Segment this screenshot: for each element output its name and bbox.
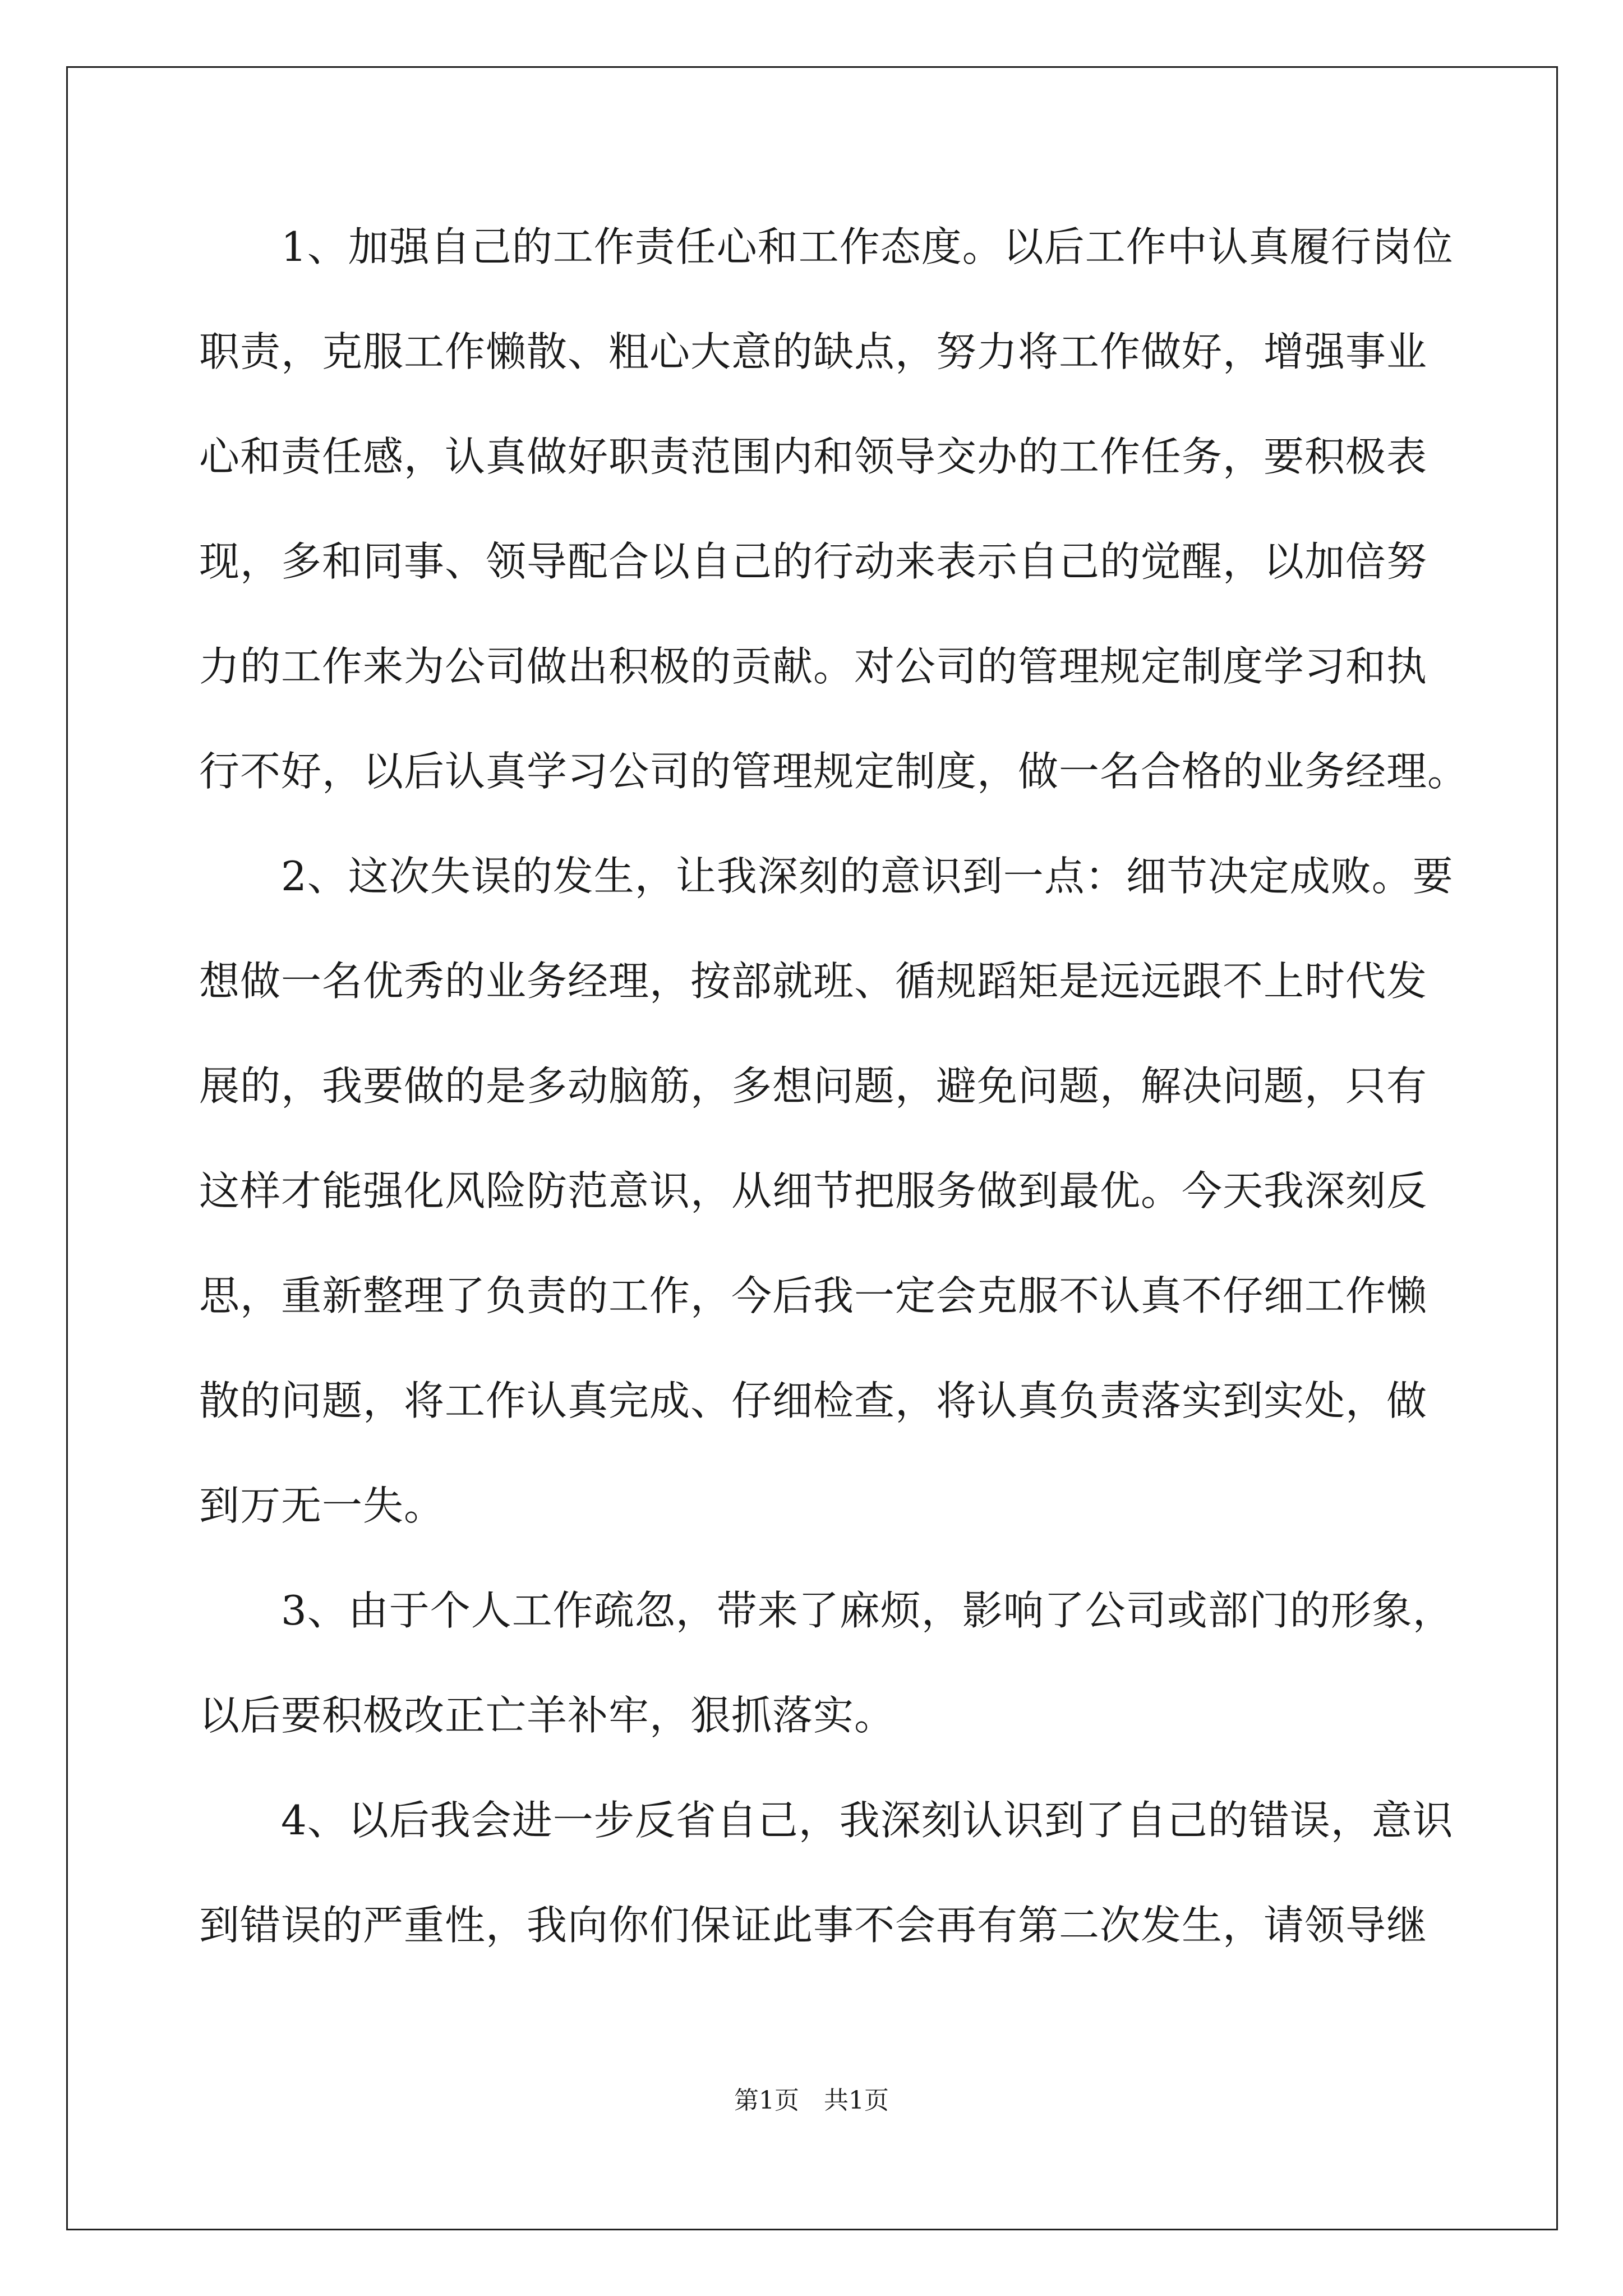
text-line: 以后要积极改正亡羊补牢，狠抓落实。 <box>199 1692 896 1739</box>
text-line: 心和责任感，认真做好职责范围内和领导交办的工作任务，要积极表 <box>199 433 1428 480</box>
text-line: 思，重新整理了负责的工作，今后我一定会克服不认真不仔细工作懒 <box>199 1272 1428 1319</box>
text-line: 3、由于个人工作疏忽，带来了麻烦，影响了公司或部门的形象， <box>199 1587 1454 1634</box>
text-line: 力的工作来为公司做出积极的贡献。对公司的管理规定制度学习和执 <box>199 643 1428 690</box>
page-number-footer: 第1页 共1页 <box>734 2086 889 2115</box>
text-line: 1、加强自己的工作责任心和工作态度。以后工作中认真履行岗位 <box>199 223 1454 270</box>
text-line: 现，多和同事、领导配合以自己的行动来表示自己的觉醒，以加倍努 <box>199 538 1428 585</box>
text-line: 到万无一失。 <box>199 1482 445 1529</box>
text-line: 到错误的严重性，我向你们保证此事不会再有第二次发生，请领导继 <box>199 1902 1428 1949</box>
text-line: 职责，克服工作懒散、粗心大意的缺点，努力将工作做好，增强事业 <box>199 328 1428 375</box>
text-line: 行不好，以后认真学习公司的管理规定制度，做一名合格的业务经理。 <box>199 748 1469 795</box>
text-line: 展的，我要做的是多动脑筋，多想问题，避免问题，解决问题，只有 <box>199 1062 1428 1110</box>
text-line: 散的问题，将工作认真完成、仔细检查，将认真负责落实到实处，做 <box>199 1377 1428 1424</box>
text-line: 这样才能强化风险防范意识，从细节把服务做到最优。今天我深刻反 <box>199 1167 1428 1214</box>
text-line: 想做一名优秀的业务经理，按部就班、循规蹈矩是远远跟不上时代发 <box>199 958 1428 1005</box>
text-line: 4、以后我会进一步反省自己，我深刻认识到了自己的错误，意识 <box>199 1797 1454 1844</box>
text-line: 2、这次失误的发生，让我深刻的意识到一点：细节决定成败。要 <box>199 853 1454 900</box>
